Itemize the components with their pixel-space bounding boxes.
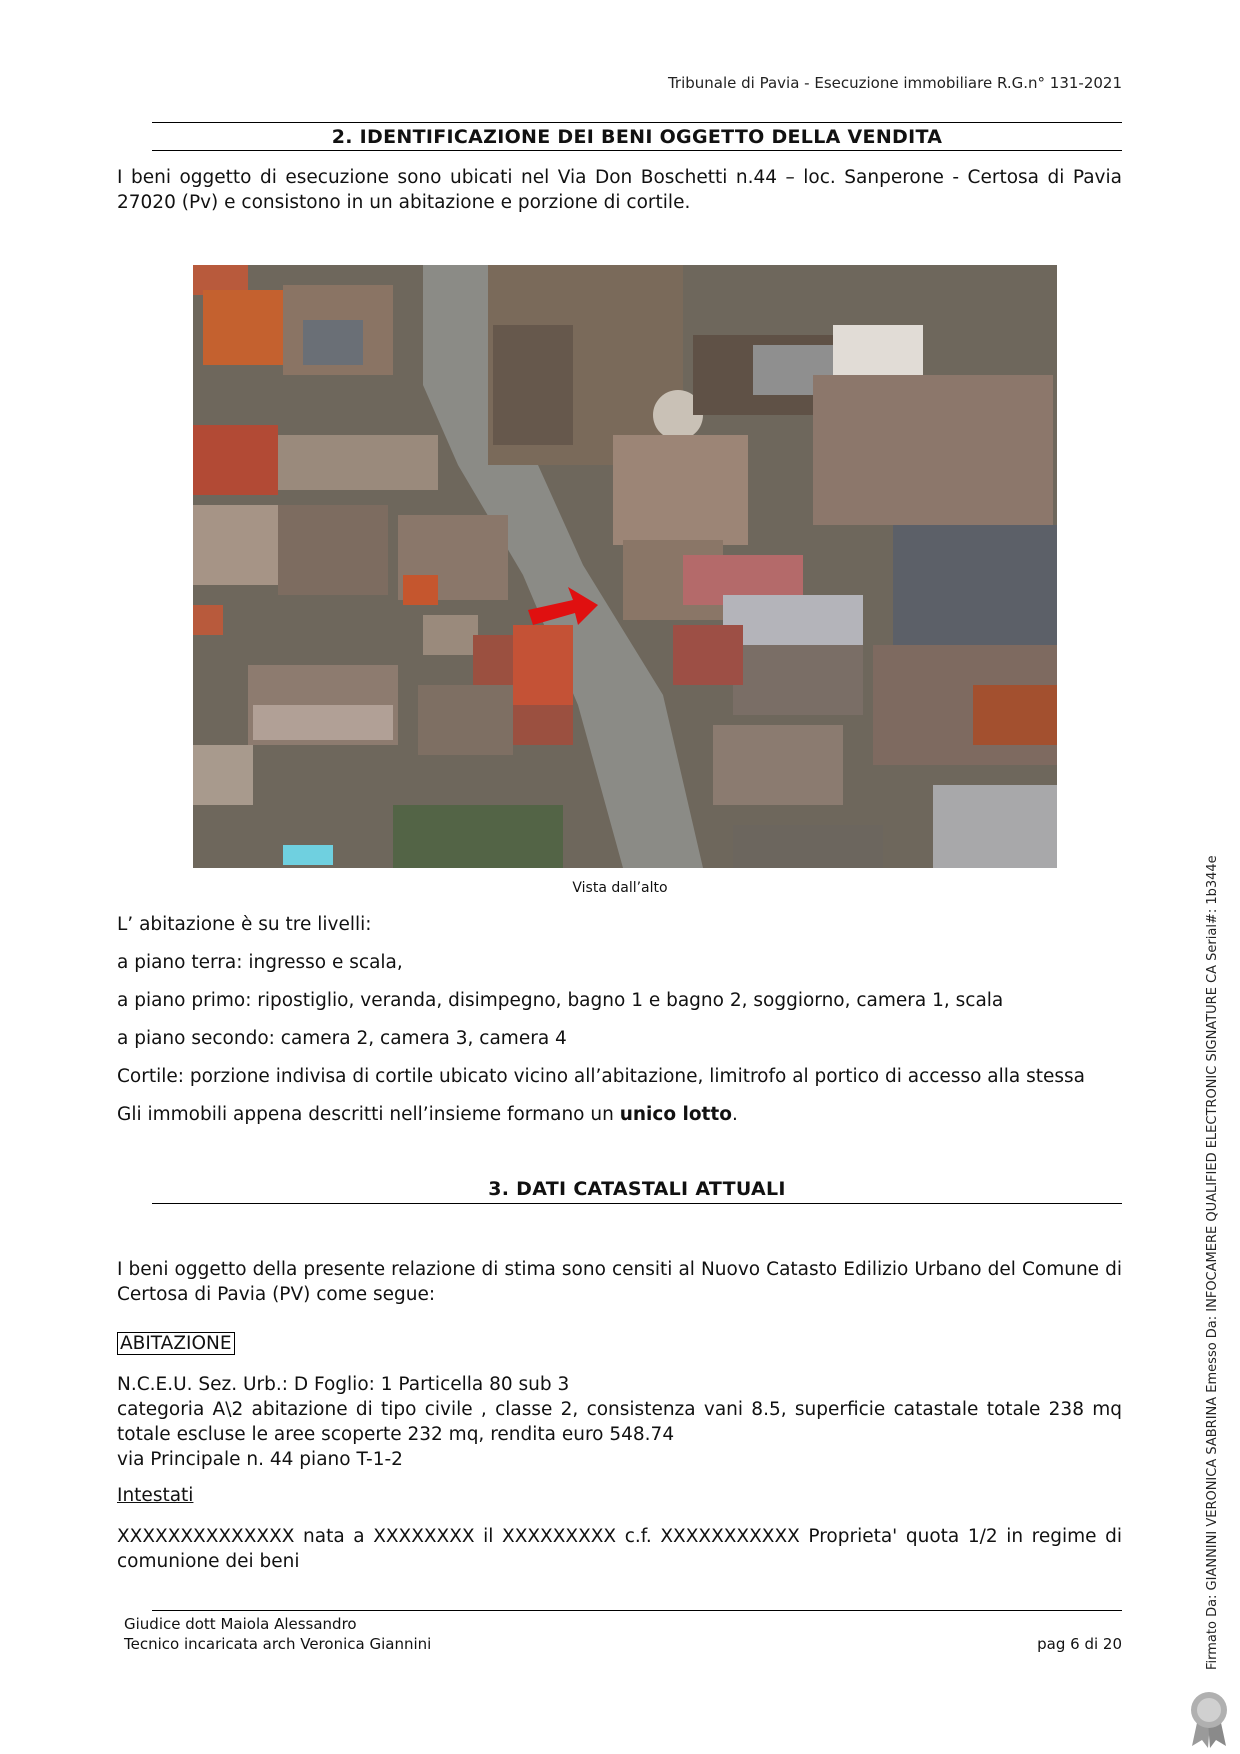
lot-statement — [117, 1104, 738, 1125]
header-divider — [152, 122, 1122, 123]
footer-technician: Tecnico incaricata arch Veronica Giannini — [124, 1635, 432, 1653]
document-header: Tribunale di Pavia - Esecuzione immobiliare R.G.n° 131-2021 — [667, 74, 1122, 92]
section-3-title: 3. DATI CATASTALI ATTUALI — [488, 1178, 786, 1200]
section-3-divider — [152, 1203, 1122, 1204]
abitazione-label — [117, 1333, 235, 1354]
levels-intro: L’ abitazione è su tre livelli: — [117, 914, 372, 935]
footer-credits — [124, 1614, 431, 1654]
footer-divider — [152, 1610, 1122, 1611]
abitazione-box: ABITAZIONE — [117, 1332, 235, 1355]
section-2-divider — [152, 150, 1122, 151]
level-second: a piano secondo: camera 2, camera 3, camera 4 — [117, 1028, 567, 1049]
digital-signature-text: Firmato Da: GIANNINI VERONICA SABRINA Emesso Da: INFOCAMERE QUALIFIED ELECTRONIC SIGNATURE CA Serial#: 1b344e — [1205, 855, 1220, 1670]
intestati-label: Intestati — [117, 1485, 194, 1506]
lot-prefix: Gli immobili appena descritti nell’insieme formano un — [117, 1104, 620, 1125]
level-ground: a piano terra: ingresso e scala, — [117, 952, 403, 973]
cadastral-line-2: categoria A\2 abitazione di tipo civile , classe 2, consistenza vani 8.5, superficie catastale totale 238 mq totale escluse le aree scoperte 232 mq, rendita euro 548.74 — [117, 1399, 1122, 1445]
cadastral-line-3: via Principale n. 44 piano T-1-2 — [117, 1449, 403, 1470]
aerial-photo — [193, 265, 1057, 868]
section-2-title: 2. IDENTIFICAZIONE DEI BENI OGGETTO DELLA VENDITA — [331, 126, 943, 148]
lot-bold: unico lotto — [619, 1104, 732, 1125]
seal-icon — [1184, 1688, 1234, 1748]
section-3-intro: I beni oggetto della presente relazione di stima sono censiti al Nuovo Catasto Edilizio Urbano del Comune di Certosa di Pavia (PV) come segue: — [117, 1259, 1122, 1305]
courtyard-description: Cortile: porzione indivisa di cortile ubicato vicino all’abitazione, limitrofo al portico di accesso alla stessa — [117, 1066, 1086, 1087]
cadastral-line-1: N.C.E.U. Sez. Urb.: D Foglio: 1 Particella 80 sub 3 — [117, 1374, 570, 1395]
image-caption: Vista dall’alto — [572, 880, 668, 896]
owner-details: XXXXXXXXXXXXXX nata a XXXXXXXX il XXXXXXXXX c.f. XXXXXXXXXXX Proprieta' quota 1/2 in regime di comunione dei beni — [117, 1526, 1122, 1572]
lot-suffix: . — [731, 1104, 738, 1125]
page-number: pag 6 di 20 — [1037, 1635, 1122, 1653]
level-first: a piano primo: ripostiglio, veranda, disimpegno, bagno 1 e bagno 2, soggiorno, camera 1, scala — [117, 990, 1004, 1011]
footer-judge: Giudice dott Maiola Alessandro — [124, 1615, 357, 1633]
section-2-intro: I beni oggetto di esecuzione sono ubicati nel Via Don Boschetti n.44 – loc. Sanperone - Certosa di Pavia 27020 (Pv) e consistono in un abitazione e porzione di cortile. — [117, 167, 1122, 213]
